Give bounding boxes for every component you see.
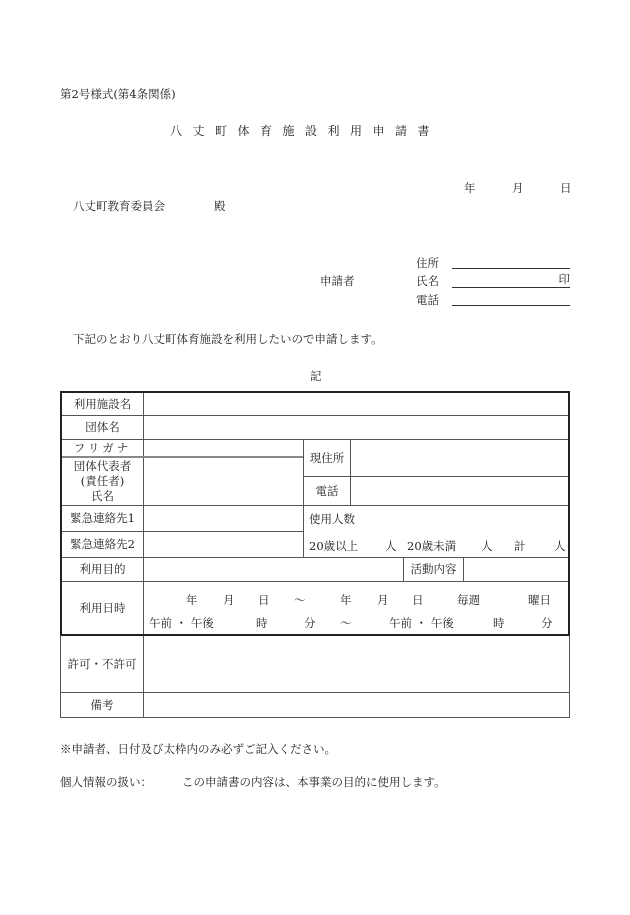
emergency-contact-2-field[interactable] [144,532,303,557]
datetime-label: 利用日時 [79,600,126,615]
group-name-field[interactable] [144,416,568,439]
seal-mark: 印 [558,272,570,286]
form-number: 第2号様式(第4条関係) [60,87,176,101]
person-unit-1: 人 [385,539,397,553]
purpose-label: 利用目的 [79,562,126,576]
emergency-contact-1-field[interactable] [144,506,303,531]
intro-text: 下記のとおり八丈町体育施設を利用したいので申請します。 [73,332,383,346]
remarks-field[interactable] [144,693,569,717]
approval-label: 許可・不許可 [67,656,137,671]
application-table: 利用施設名 団体名 フリガナ 団体代表者 (責任者) 氏名 現住所 電話 緊急連絡先1 緊急連絡先2 使用人数 20歳以上 人 20歳未満 人 計 人 利用目的 活動内容 利用日時 年 月 日 〜 年 月 日 毎週 曜日 午前 ・ 午後 時 分 〜 午前 ・ 午後 時 分 [60,391,570,636]
approval-field[interactable] [144,636,569,692]
privacy-text: この申請書の内容は、本事業の目的に使用します。 [182,775,446,789]
total-label: 計 [514,539,526,553]
office-use-table [60,636,570,718]
phone-field[interactable] [351,477,568,505]
date-year-label: 年 [464,181,476,195]
current-address-label: 現住所 [309,450,345,465]
applicant-address-field[interactable] [452,254,570,269]
addressee: 八丈町教育委員会 [73,199,165,213]
purpose-field[interactable] [144,558,403,581]
activity-field[interactable] [464,558,568,581]
applicant-phone-label: 電話 [416,293,439,307]
applicant-phone-field[interactable] [452,291,570,306]
page-title: 八丈町体育施設利用申請書 [170,124,441,138]
emergency-contact-2-label: 緊急連絡先2 [70,537,135,551]
date-day-label: 日 [560,181,572,195]
person-unit-2: 人 [481,539,493,553]
users-count-label: 使用人数 [309,512,355,526]
date-month-label: 月 [512,181,524,195]
applicant-name-field[interactable] [452,273,570,288]
representative-name-field[interactable] [144,458,303,505]
emergency-contact-1-label: 緊急連絡先1 [70,511,135,525]
phone-label: 電話 [315,483,339,498]
facility-name-field[interactable] [144,393,568,415]
current-address-field[interactable] [351,440,568,476]
furigana-field[interactable] [144,440,303,456]
group-name-label: 団体名 [85,420,120,434]
age-under20-label: 20歳未満 [407,539,457,553]
honorific: 殿 [214,199,226,213]
applicant-name-label: 氏名 [416,274,439,288]
furigana-label: フリガナ [73,440,132,455]
person-unit-3: 人 [554,539,566,553]
facility-name-label: 利用施設名 [73,396,132,411]
applicant-address-label: 住所 [416,256,439,270]
activity-label: 活動内容 [410,562,457,576]
privacy-label: 個人情報の扱い： [60,775,152,789]
remarks-label: 備考 [90,697,114,712]
required-note: ※申請者、日付及び太枠内のみ必ずご記入ください。 [60,742,336,756]
applicant-label: 申請者 [320,274,355,288]
representative-label: 団体代表者 (責任者) 氏名 [73,459,132,503]
age-over20-label: 20歳以上 [309,539,359,553]
ki-heading: 記 [310,369,322,383]
